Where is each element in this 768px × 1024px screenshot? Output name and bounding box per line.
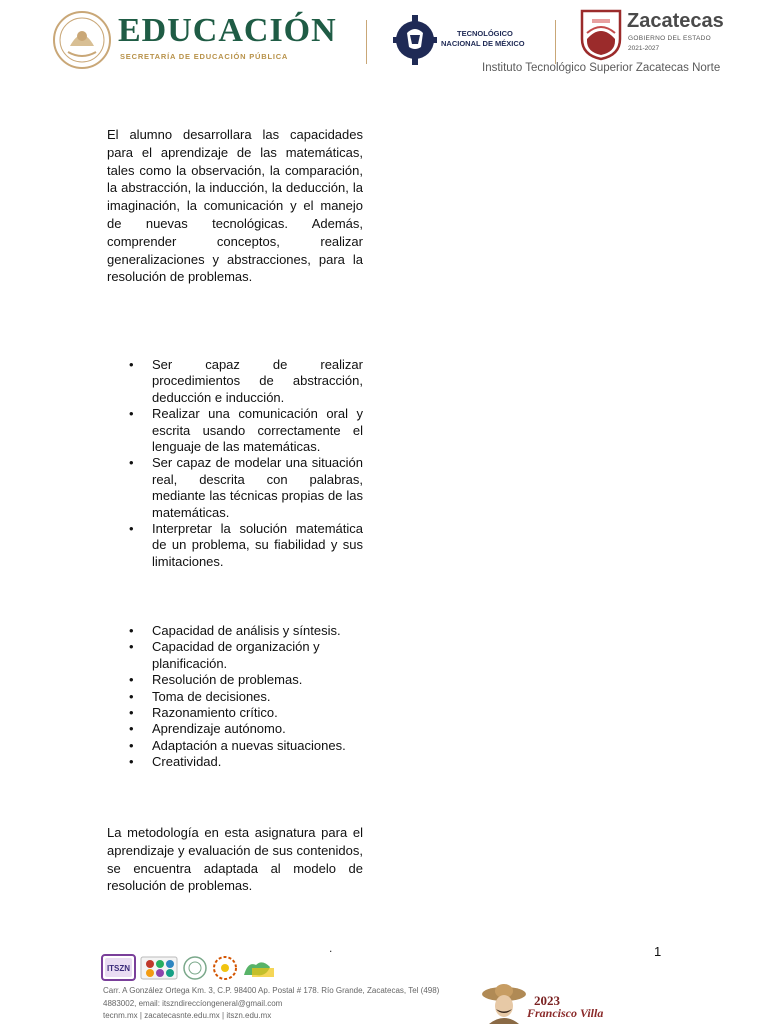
footer-address [103,985,483,1023]
tecnm-line-1: TECNOLÓGICO [457,29,513,38]
francisco-villa-portrait-icon [481,982,527,1024]
header-divider [555,20,556,64]
tecnm-label [441,29,525,49]
list-item: • Razonamiento crítico. [152,705,367,721]
list-item: • Interpretar la solución matemática de un problema, su fiabilidad y sus limitaciones. [152,521,363,570]
tecnm-line-2: NACIONAL DE MÉXICO [441,39,525,48]
commemoration-year: 2023 [534,993,560,1008]
itszn-logo-label: ITSZN [106,964,131,973]
list-item: • Resolución de problemas. [152,672,367,688]
list-item: • Capacidad de organización y planificación. [152,639,367,672]
educacion-title: EDUCACIÓN [118,12,337,49]
header-divider [366,20,367,64]
address-line-3: tecnm.mx | zacatecasnte.edu.mx | itszn.edu.mx [103,1011,272,1020]
generic-competencies-list [152,623,367,771]
tecnm-gear-logo-icon [393,11,437,69]
list-item: • Creatividad. [152,754,367,770]
address-line-2: 4883002, email: itszndireccíongeneral@gmail.com [103,998,283,1008]
zacatecas-subtitle: GOBIERNO DEL ESTADO [628,35,711,42]
mexico-seal-icon [52,10,112,70]
itszn-logo-icon [101,954,136,981]
list-item: • Realizar una comunicación oral y escrita usando correctamente el lenguaje de las matemáticas. [152,406,363,455]
list-item: • Capacidad de análisis y síntesis. [152,623,367,639]
competencies-list [152,357,363,570]
footer-dot: . [329,941,333,955]
educacion-subtitle: SECRETARÍA DE EDUCACIÓN PÚBLICA [120,52,289,61]
objective-paragraph: El alumno desarrollara las capacidades para el aprendizaje de las matemáticas, tales como la observación, la comparación, la abstracción, la inducción, la deducción, la imaginación, la comunicación y el manejo de nuevas tecnológicas. Además, comprender conceptos, realizar generalizaciones y abstracciones, para la resolución de problemas. [107,127,363,285]
commemoration-name: Francisco Villa [527,1006,604,1020]
zacatecas-title: Zacatecas [627,10,724,32]
methodology-paragraph: La metodología en esta asignatura para el aprendizaje y evaluación de sus contenidos, se encuentra adaptada al modelo de resolución de problemas. [107,825,363,894]
list-item: • Toma de decisiones. [152,689,367,705]
list-item: • Aprendizaje autónomo. [152,721,367,737]
zacatecas-period: 2021-2027 [628,45,660,52]
certification-logos-icon [140,955,280,981]
institute-name: Instituto Tecnológico Superior Zacatecas Norte [482,62,721,74]
address-line-1: Carr. A González Ortega Km. 3, C.P. 98400 Ap. Postal # 178. Río Grande, Zacatecas, Tel (498) [103,986,440,995]
zacatecas-shield-icon [580,9,622,61]
list-item: • Ser capaz de realizar procedimientos de abstracción, deducción e inducción. [152,357,363,406]
page-number: 1 [654,944,662,959]
list-item: • Ser capaz de modelar una situación real, descrita con palabras, mediante las técnicas propias de las matemáticas. [152,455,363,521]
list-item: • Adaptación a nuevas situaciones. [152,738,367,754]
